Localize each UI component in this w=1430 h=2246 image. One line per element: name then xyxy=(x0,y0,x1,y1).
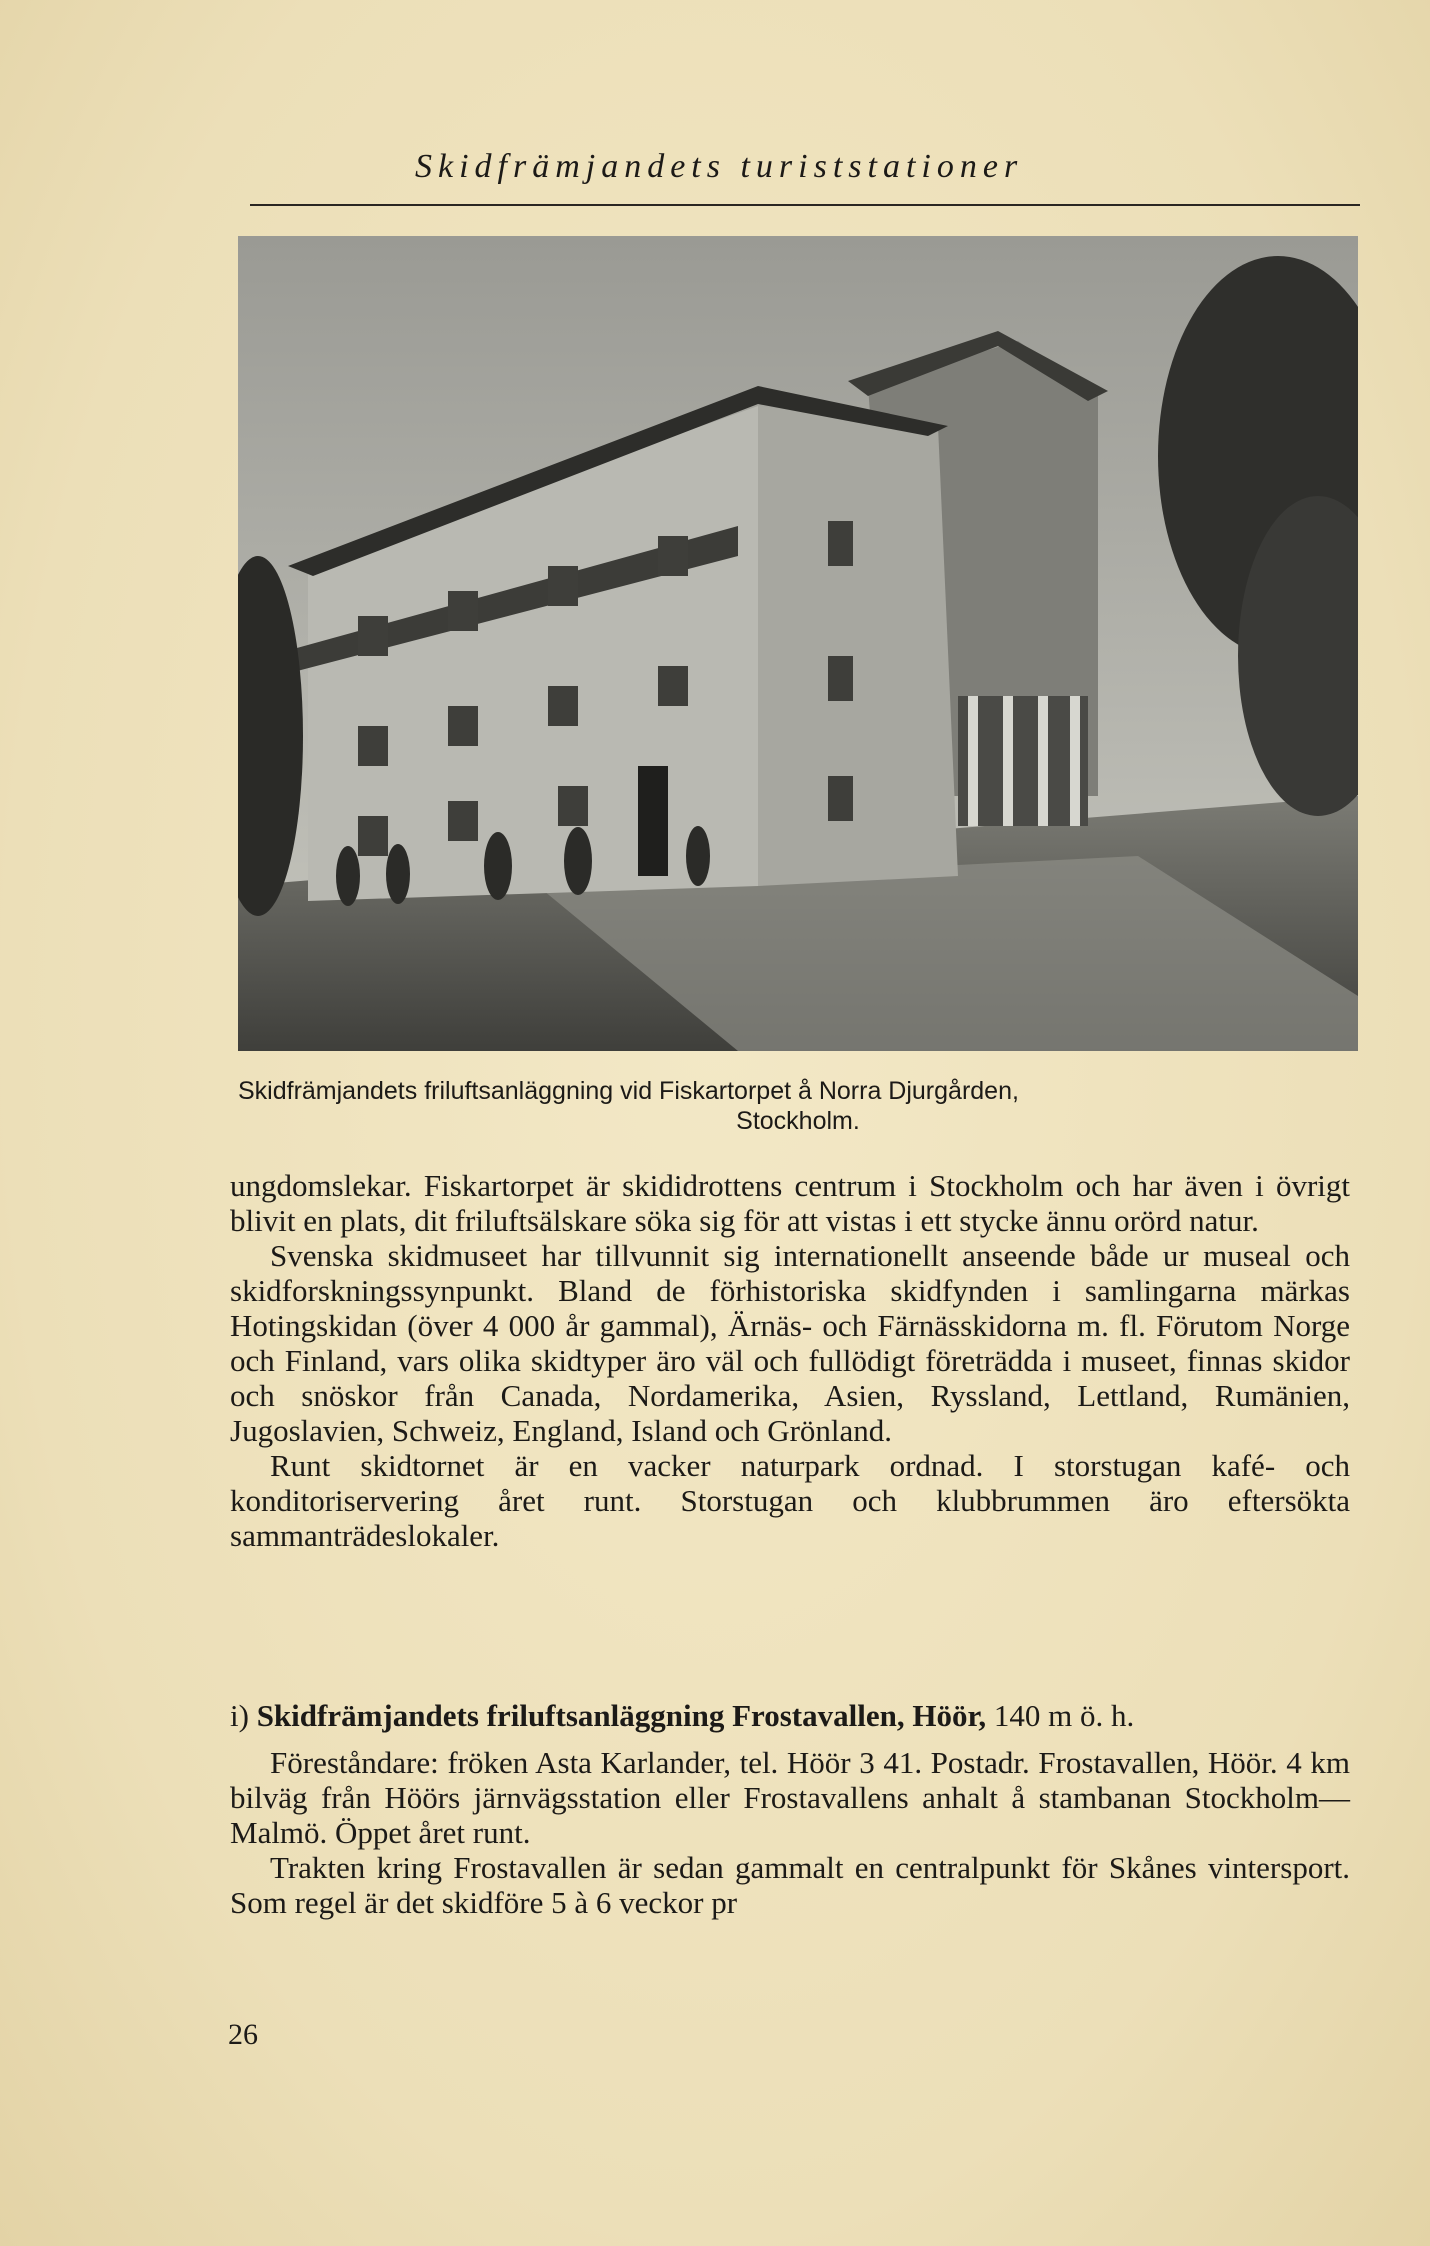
paragraph-2: Svenska skidmuseet har tillvunnit sig internationellt anseende både ur museal och skidforskningssynpunkt. Bland de förhistoriska skidfynden i samlingarna märkas Hotingskidan (över 4 000 år gammal), Ärnäs- och Färnässkidorna m. fl. Förutom Norge och Finland, vars olika skidtyper äro väl och fullödigt företrädda i museet, finnas skidor och snöskor från Canada, Nordamerika, Asien, Ryssland, Lettland, Rumänien, Jugoslavien, Schweiz, England, Island och Grönland. xyxy=(230,1238,1350,1448)
paragraph-3: Runt skidtornet är en vacker naturpark ordnad. I storstugan kafé- och konditoriservering året runt. Storstugan och klubbrummen äro eftersökta sammanträdeslokaler. xyxy=(230,1448,1350,1553)
paragraph-1: ungdomslekar. Fiskartorpet är skididrottens centrum i Stockholm och har även i övrigt blivit en plats, dit friluftsälskare söka sig för att vistas i ett stycke ännu orörd natur. xyxy=(230,1168,1350,1238)
building-photo-image xyxy=(238,236,1358,1051)
section-heading: Skidfrämjandets friluftsanläggning Frostavallen, Höör, xyxy=(256,1698,987,1733)
caption-line-2: Stockholm. xyxy=(736,1107,860,1135)
caption-line-1-text: Skidfrämjandets friluftsanläggning vid Fiskartorpet å Norra Djurgården, xyxy=(238,1077,1019,1105)
page-number: 26 xyxy=(228,2018,258,2051)
photo-caption xyxy=(238,1076,1358,1136)
building-photo xyxy=(238,236,1358,1051)
caption-line-1 xyxy=(238,1076,1358,1106)
section-altitude: 140 m ö. h. xyxy=(993,1698,1135,1733)
running-head-text: Skidfrämjandets turiststationer xyxy=(415,148,1024,185)
section-frostavallen xyxy=(230,1698,1350,1920)
running-head xyxy=(250,148,1360,206)
paragraph-4: Föreståndare: fröken Asta Karlander, tel. Höör 3 41. Postadr. Frostavallen, Höör. 4 km bilväg från Höörs järnvägsstation eller Frostavallens anhalt å stambanan Stockholm—Malmö. Öppet året runt. xyxy=(230,1745,1350,1850)
section-marker: i) xyxy=(230,1698,249,1733)
section-heading-line xyxy=(230,1698,1350,1733)
body-text xyxy=(230,1168,1350,1553)
paragraph-5: Trakten kring Frostavallen är sedan gammalt en centralpunkt för Skånes vintersport. Som regel är det skidföre 5 à 6 veckor pr xyxy=(230,1850,1350,1920)
